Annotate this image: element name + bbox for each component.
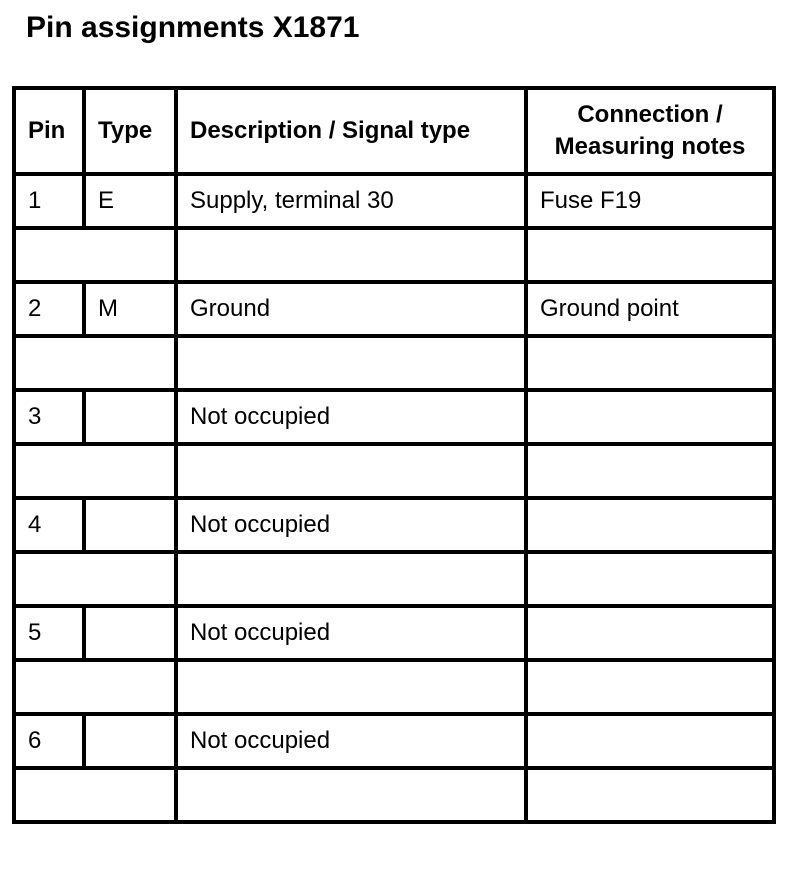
spacer-cell-connection (526, 768, 774, 822)
cell-connection (526, 714, 774, 768)
table-spacer-row (14, 336, 774, 390)
spacer-cell-pin-type (14, 228, 176, 282)
spacer-cell-connection (526, 660, 774, 714)
spacer-cell-pin-type (14, 444, 176, 498)
header-connection-line2: Measuring notes (554, 133, 746, 160)
table-spacer-row (14, 444, 774, 498)
spacer-cell-connection (526, 552, 774, 606)
cell-type: E (84, 174, 176, 228)
cell-connection: Fuse F19 (526, 174, 774, 228)
cell-description: Not occupied (176, 714, 526, 768)
cell-pin: 5 (14, 606, 84, 660)
spacer-cell-pin-type (14, 768, 176, 822)
cell-type (84, 606, 176, 660)
cell-type (84, 498, 176, 552)
header-pin: Pin (14, 88, 84, 174)
header-connection-line1: Connection / (577, 101, 723, 128)
cell-description: Not occupied (176, 606, 526, 660)
table-spacer-row (14, 768, 774, 822)
page-title: Pin assignments X1871 (26, 11, 360, 44)
cell-pin: 4 (14, 498, 84, 552)
cell-description: Ground (176, 282, 526, 336)
pin-assignment-table (12, 86, 776, 824)
spacer-cell-connection (526, 228, 774, 282)
spacer-cell-pin-type (14, 660, 176, 714)
spacer-cell-connection (526, 336, 774, 390)
cell-type (84, 714, 176, 768)
table-row (14, 174, 774, 228)
cell-connection (526, 606, 774, 660)
header-connection (526, 88, 774, 174)
spacer-cell-connection (526, 444, 774, 498)
cell-description: Supply, terminal 30 (176, 174, 526, 228)
cell-type (84, 390, 176, 444)
table-header-row (14, 88, 774, 174)
spacer-cell-description (176, 336, 526, 390)
spacer-cell-description (176, 552, 526, 606)
table-spacer-row (14, 660, 774, 714)
table-row (14, 390, 774, 444)
spacer-cell-description (176, 660, 526, 714)
cell-connection: Ground point (526, 282, 774, 336)
cell-description: Not occupied (176, 498, 526, 552)
spacer-cell-pin-type (14, 336, 176, 390)
table-row (14, 498, 774, 552)
cell-description: Not occupied (176, 390, 526, 444)
cell-pin: 1 (14, 174, 84, 228)
cell-pin: 3 (14, 390, 84, 444)
header-type: Type (84, 88, 176, 174)
table-spacer-row (14, 552, 774, 606)
cell-connection (526, 390, 774, 444)
table-row (14, 606, 774, 660)
cell-pin: 6 (14, 714, 84, 768)
spacer-cell-pin-type (14, 552, 176, 606)
spacer-cell-description (176, 228, 526, 282)
cell-pin: 2 (14, 282, 84, 336)
spacer-cell-description (176, 444, 526, 498)
cell-connection (526, 498, 774, 552)
header-description: Description / Signal type (176, 88, 526, 174)
table-row (14, 714, 774, 768)
cell-type: M (84, 282, 176, 336)
spacer-cell-description (176, 768, 526, 822)
table-row (14, 282, 774, 336)
table-spacer-row (14, 228, 774, 282)
